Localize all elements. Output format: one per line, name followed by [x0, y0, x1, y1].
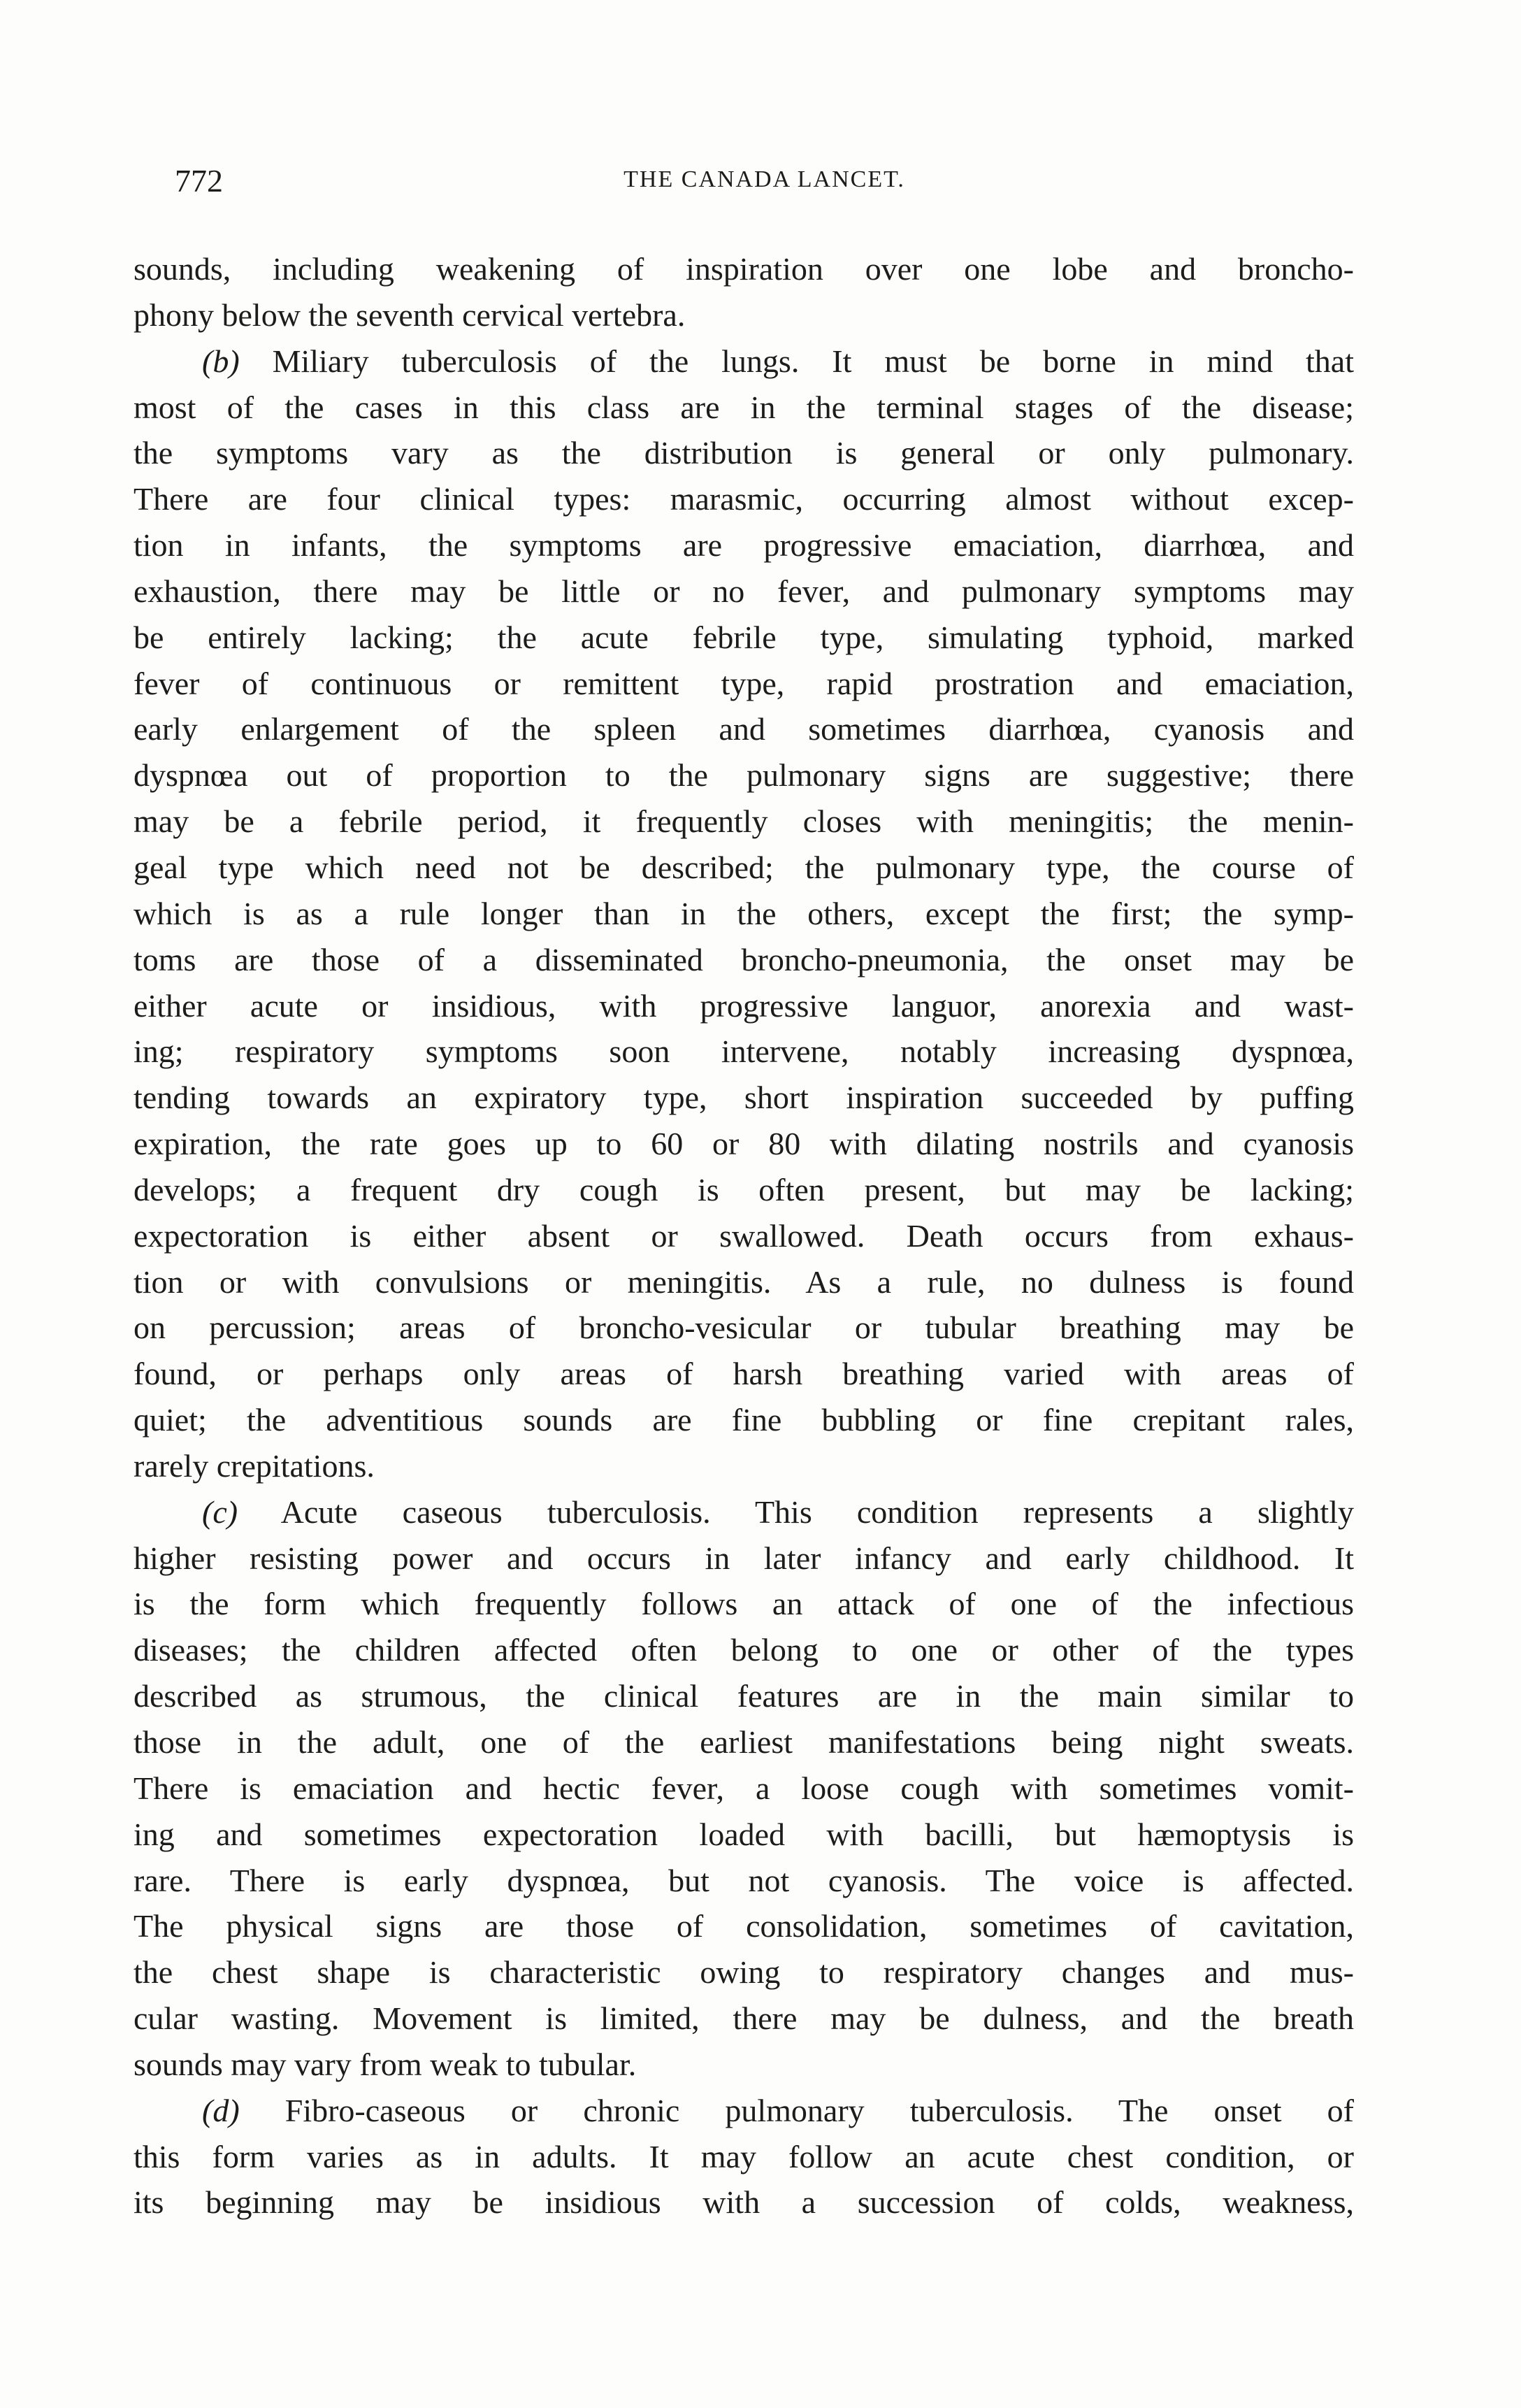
text-line: sounds may vary from weak to tubular. [134, 2046, 637, 2082]
text-line: on percussion; areas of broncho-vesicular or tubular breathing may be [134, 1310, 1354, 1346]
paragraph [134, 2088, 1354, 2226]
page-header [175, 162, 1354, 204]
text-line: exhaustion, there may be little or no fever, and pulmonary symptoms may [134, 573, 1354, 609]
text-line: tion in infants, the symptoms are progressive emaciation, diarrhœa, and [134, 527, 1354, 564]
paragraph [134, 338, 1354, 1489]
text-line: cular wasting. Movement is limited, there may be dulness, and the breath [134, 2000, 1354, 2037]
text-line: geal type which need not be described; the pulmonary type, the course of [134, 849, 1354, 885]
line-text: Fibro-caseous or chronic pulmonary tuberculosis. The onset of [239, 2092, 1354, 2128]
text-line: most of the cases in this class are in the terminal stages of the disease; [134, 389, 1354, 425]
page-number: 772 [175, 163, 223, 199]
text-line: rarely crepitations. [134, 1447, 375, 1484]
text-line: phony below the seventh cervical vertebra. [134, 296, 686, 333]
paragraph-marker: (d) [202, 2092, 240, 2128]
text-line: this form varies as in adults. It may follow an acute chest condition, or [134, 2138, 1354, 2174]
text-line: tending towards an expiratory type, short inspiration succeeded by puffing [134, 1080, 1354, 1116]
text-line: fever of continuous or remittent type, rapid prostration and emaciation, [134, 665, 1354, 701]
text-line: toms are those of a disseminated broncho-pneumonia, the onset may be [134, 941, 1354, 977]
text-line [134, 338, 1354, 385]
text-line: the symptoms vary as the distribution is general or only pulmonary. [134, 435, 1354, 471]
paragraph-marker: (c) [202, 1493, 238, 1530]
text-line: ing; respiratory symptoms soon intervene, notably increasing dyspnœa, [134, 1033, 1354, 1070]
running-title: THE CANADA LANCET. [623, 166, 905, 192]
text-line: sounds, including weakening of inspiration over one lobe and broncho- [134, 251, 1354, 287]
text-line: those in the adult, one of the earliest manifestations being night sweats. [134, 1724, 1354, 1760]
text-line: which is as a rule longer than in the others, except the first; the symp- [134, 895, 1354, 931]
text-line: the chest shape is characteristic owing to respiratory changes and mus- [134, 1954, 1354, 1991]
text-line [134, 2088, 1354, 2134]
text-line: The physical signs are those of consolidation, sometimes of cavitation, [134, 1908, 1354, 1944]
text-line: higher resisting power and occurs in later infancy and early childhood. It [134, 1540, 1354, 1576]
text-line: early enlargement of the spleen and sometimes diarrhœa, cyanosis and [134, 711, 1354, 747]
paragraph [134, 246, 1354, 338]
text-line: expiration, the rate goes up to 60 or 80 with dilating nostrils and cyanosis [134, 1126, 1354, 1162]
paragraph [134, 1489, 1354, 2088]
text-line: There are four clinical types: marasmic, occurring almost without excep- [134, 481, 1354, 517]
text-line: tion or with convulsions or meningitis. As a rule, no dulness is found [134, 1263, 1354, 1300]
text-line: quiet; the adventitious sounds are fine bubbling or fine crepitant rales, [134, 1402, 1354, 1438]
text-line: either acute or insidious, with progressive languor, anorexia and wast- [134, 987, 1354, 1024]
text-line: be entirely lacking; the acute febrile type, simulating typhoid, marked [134, 619, 1354, 655]
line-text: Miliary tuberculosis of the lungs. It must be borne in mind that [239, 343, 1354, 379]
text-line: ing and sometimes expectoration loaded with bacilli, but hæmoptysis is [134, 1816, 1354, 1852]
text-line: its beginning may be insidious with a succession of colds, weakness, [134, 2184, 1354, 2221]
line-text: Acute caseous tuberculosis. This condition represents a slightly [238, 1493, 1354, 1530]
text-line: dyspnœa out of proportion to the pulmonary signs are suggestive; there [134, 757, 1354, 794]
body-text [134, 246, 1354, 2226]
text-line: develops; a frequent dry cough is often present, but may be lacking; [134, 1171, 1354, 1207]
text-line: expectoration is either absent or swallowed. Death occurs from exhaus- [134, 1217, 1354, 1254]
paragraph-marker: (b) [202, 343, 240, 379]
text-line [134, 1489, 1354, 1535]
text-line: may be a febrile period, it frequently closes with meningitis; the menin- [134, 803, 1354, 840]
text-line: diseases; the children affected often belong to one or other of the types [134, 1632, 1354, 1668]
text-line: described as strumous, the clinical features are in the main similar to [134, 1678, 1354, 1714]
text-line: rare. There is early dyspnœa, but not cyanosis. The voice is affected. [134, 1862, 1354, 1898]
text-line: is the form which frequently follows an attack of one of the infectious [134, 1586, 1354, 1622]
text-line: found, or perhaps only areas of harsh breathing varied with areas of [134, 1356, 1354, 1392]
text-line: There is emaciation and hectic fever, a loose cough with sometimes vomit- [134, 1770, 1354, 1806]
